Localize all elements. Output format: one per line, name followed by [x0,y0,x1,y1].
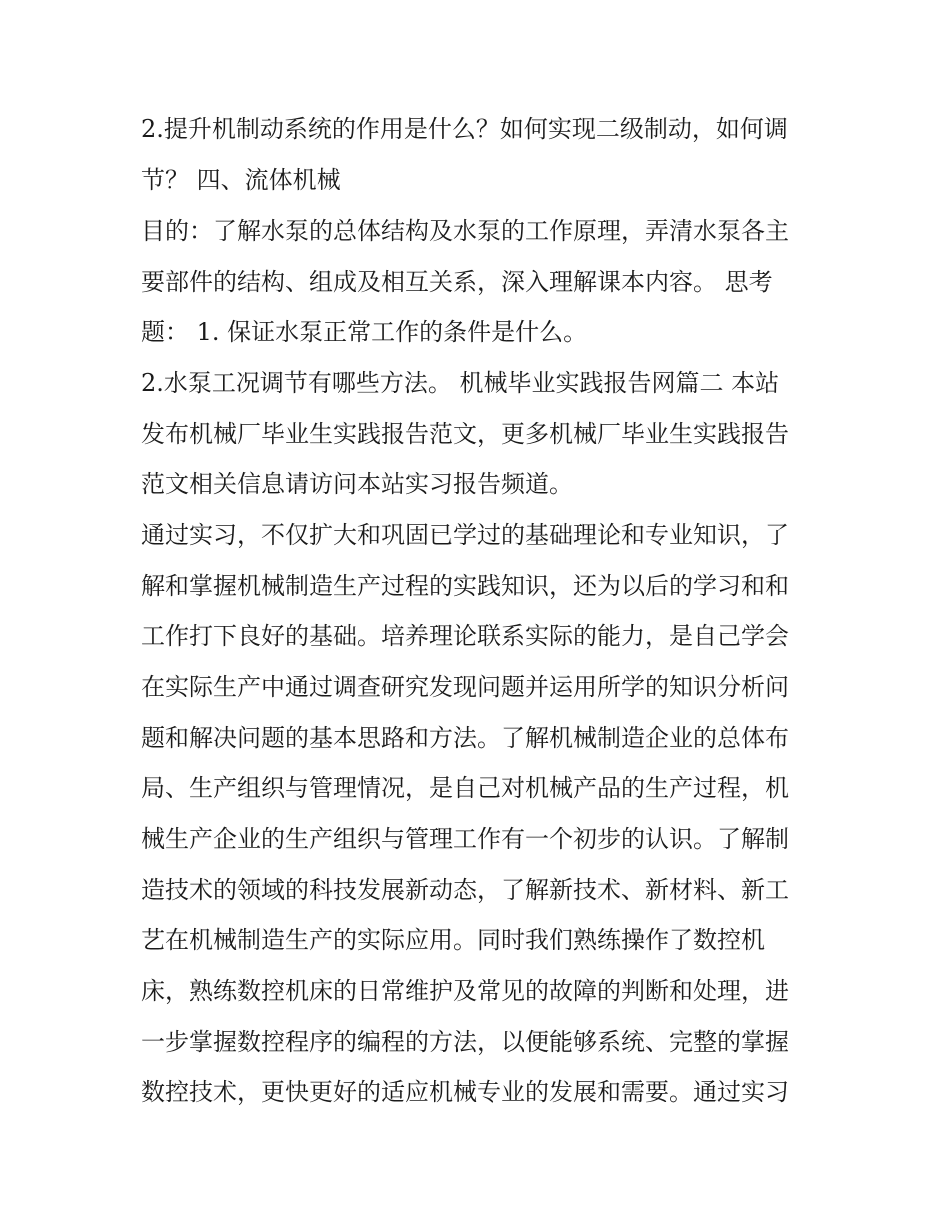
text-line: 在实际生产中通过调查研究发现问题并运用所学的知识分析问 [141,673,789,701]
text-line: 艺在机械制造生产的实际应用。同时我们熟练操作了数控机 [141,926,765,954]
text-line: 造技术的领域的科技发展新动态，了解新技术、新材料、新工 [141,876,789,904]
text-line: 范文相关信息请访问本站实习报告频道。 [141,470,573,498]
text-line: 解和掌握机械制造生产过程的实践知识，还为以后的学习和和 [141,572,789,600]
text-line: 要部件的结构、组成及相互关系，深入理解课本内容。 思考 [141,268,773,296]
text-line: 节？ 四、流体机械 [141,166,341,194]
text-line: 一步掌握数控程序的编程的方法，以便能够系统、完整的掌握 [141,1028,789,1056]
text-line: 床，熟练数控机床的日常维护及常见的故障的判断和处理，进 [141,977,789,1005]
text-line: 工作打下良好的基础。培养理论联系实际的能力，是自己学会 [141,622,789,650]
text-line: 数控技术，更快更好的适应机械专业的发展和需要。通过实习 [141,1078,789,1106]
text-line: 题： 1. 保证水泵正常工作的条件是什么。 [141,318,588,346]
text-line: 局、生产组织与管理情况，是自己对机械产品的生产过程，机 [141,774,789,802]
text-line: 通过实习，不仅扩大和巩固已学过的基础理论和专业知识，了 [141,521,789,549]
text-line: 械生产企业的生产组织与管理工作有一个初步的认识。了解制 [141,825,789,853]
text-line: 发布机械厂毕业生实践报告范文，更多机械厂毕业生实践报告 [141,420,789,448]
text-line: 目的：了解水泵的总体结构及水泵的工作原理，弄清水泵各主 [141,217,789,245]
text-line: 2.水泵工况调节有哪些方法。 机械毕业实践报告网篇二 本站 [141,369,780,397]
text-line: 题和解决问题的基本思路和方法。了解机械制造企业的总体布 [141,724,789,752]
text-line: 2.提升机制动系统的作用是什么？如何实现二级制动，如何调 [141,115,788,143]
